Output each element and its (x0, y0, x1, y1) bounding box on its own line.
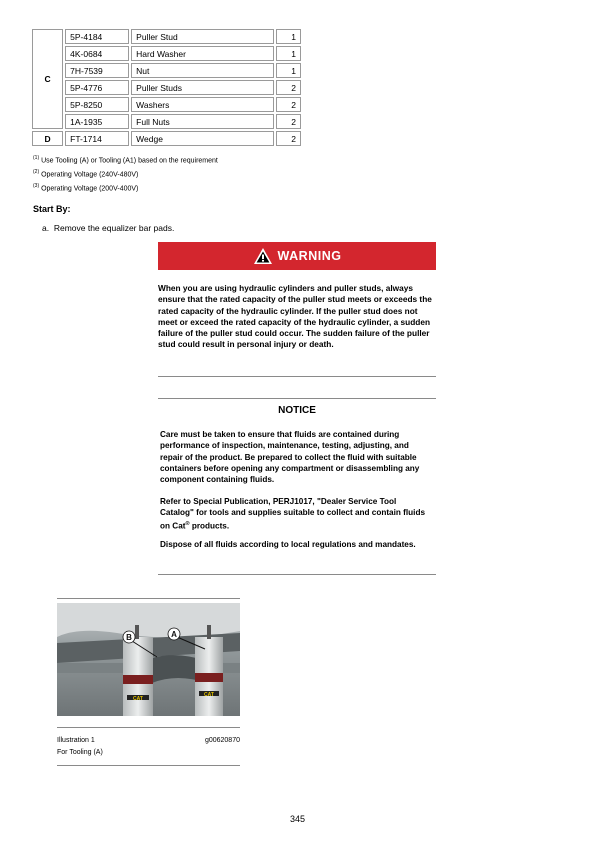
illustration-title: Illustration 1 (57, 737, 95, 744)
table-row (32, 29, 301, 44)
part-description: Wedge (131, 131, 273, 146)
notice-paragraph-3: Dispose of all fluids according to local regulations and mandates. (160, 540, 416, 549)
illustration-caption: For Tooling (A) (57, 749, 103, 756)
page-number: 345 (289, 814, 306, 824)
callout-a-label: A (171, 630, 177, 639)
part-description: Puller Studs (131, 80, 273, 95)
part-qty: 2 (276, 114, 301, 129)
cylinder-brand-left: CAT (133, 696, 143, 702)
part-description: Full Nuts (131, 114, 273, 129)
part-qty: 2 (276, 97, 301, 112)
warning-label: WARNING (277, 249, 342, 263)
group-label-d: D (32, 131, 63, 146)
step-marker: a. (42, 223, 50, 233)
divider (158, 376, 436, 377)
footnote-mark: (1) (33, 155, 40, 161)
start-by-heading: Start By: (33, 204, 71, 214)
part-qty: 2 (276, 80, 301, 95)
table-row (32, 46, 301, 61)
illustration-photo (57, 603, 240, 716)
table-row (32, 114, 301, 129)
cylinder-brand-right: CAT (204, 692, 214, 698)
table-row (32, 131, 301, 146)
footnote-text: Operating Voltage (240V-480V) (41, 171, 139, 179)
part-description: Puller Stud (131, 29, 273, 44)
parts-table (30, 27, 303, 148)
warning-banner (158, 242, 436, 270)
callout-b-label: B (126, 633, 132, 642)
footnote-2 (33, 169, 138, 178)
footnote-1 (33, 155, 218, 164)
part-number: 5P-8250 (65, 97, 129, 112)
part-qty: 2 (276, 131, 301, 146)
notice-paragraph-2-text: Refer to Special Publication, PERJ1017, "Dealer Service Tool Catalog" for tools and supplies suitable to collect and contain fluids on Cat (160, 497, 425, 531)
part-number: 1A-1935 (65, 114, 129, 129)
part-number: 5P-4184 (65, 29, 129, 44)
part-description: Hard Washer (131, 46, 273, 61)
part-number: 4K-0684 (65, 46, 129, 61)
table-row (32, 63, 301, 78)
warning-triangle-icon (253, 247, 273, 265)
divider (57, 727, 240, 728)
table-row (32, 97, 301, 112)
footnote-text: Operating Voltage (200V-400V) (41, 185, 139, 193)
divider (158, 574, 436, 575)
registered-mark: ® (185, 520, 190, 527)
part-number: 7H-7539 (65, 63, 129, 78)
notice-paragraph-2-end: products. (189, 521, 230, 531)
divider (57, 765, 240, 766)
notice-title: NOTICE (278, 405, 316, 416)
table-row (32, 80, 301, 95)
hydraulic-jack-illustration (57, 603, 240, 716)
part-qty: 1 (276, 29, 301, 44)
footnote-mark: (3) (33, 183, 40, 189)
footnote-3 (33, 183, 138, 192)
warning-text: When you are using hydraulic cylinders and puller studs, always ensure that the rated capacity of the puller stud meets or exceeds the rated capacity of the hydraulic cylinder. If the puller stud does not meet or exceed the rated capacity of the hydraulic cylinder, a sudden failure of the puller stud could occur. The sudden failure of the puller stud could result in personal injury or death. (158, 283, 432, 350)
footnote-text: Use Tooling (A) or Tooling (A1) based on the requirement (41, 157, 218, 165)
part-number: FT-1714 (65, 131, 129, 146)
part-description: Washers (131, 97, 273, 112)
part-number: 5P-4776 (65, 80, 129, 95)
group-label-c: C (32, 29, 63, 129)
divider (57, 598, 240, 599)
footnote-mark: (2) (33, 169, 40, 175)
part-description: Nut (131, 63, 273, 78)
illustration-code: g00620870 (204, 737, 240, 744)
notice-paragraph-1: Care must be taken to ensure that fluids are contained during performance of inspection, maintenance, testing, adjusting, and repair of the product. Be prepared to collect the fluid with suitable containers before opening any compartment or disassembling any component containing fluids. (160, 430, 420, 485)
divider (158, 398, 436, 399)
step-item (42, 223, 174, 233)
notice-paragraph-2 (160, 496, 432, 532)
part-qty: 1 (276, 63, 301, 78)
part-qty: 1 (276, 46, 301, 61)
step-text: Remove the equalizer bar pads. (53, 223, 175, 233)
